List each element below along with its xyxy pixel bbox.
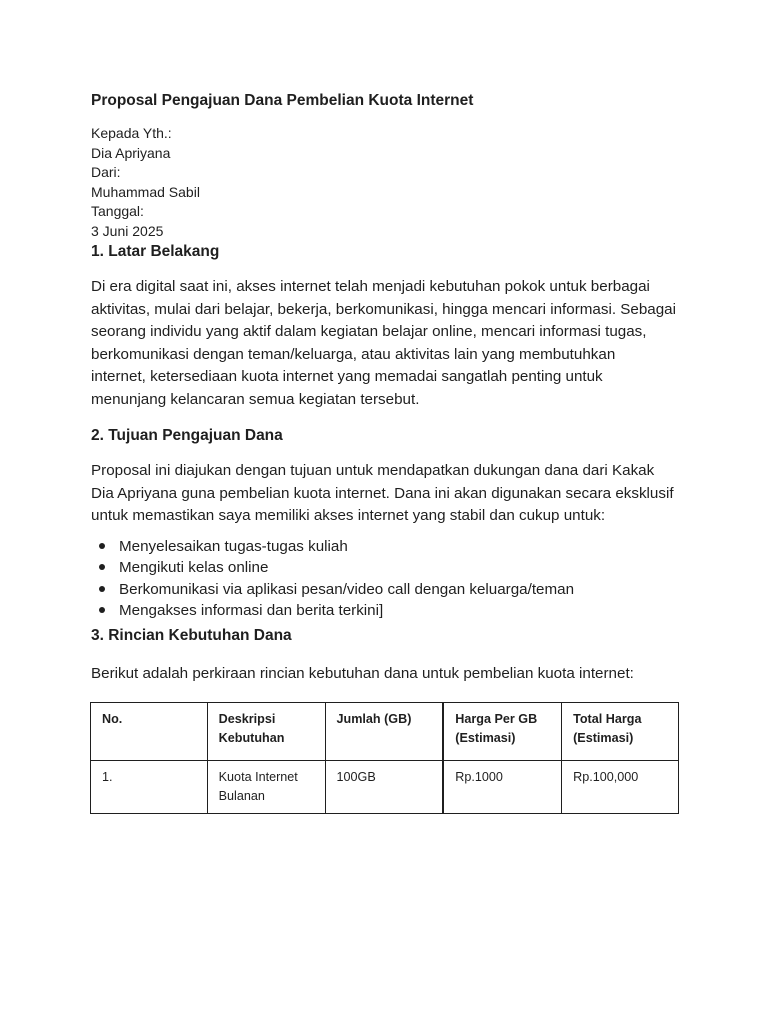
header-text: Total Harga — [573, 712, 642, 726]
header-cell-no — [91, 703, 208, 761]
header-line: Kepada Yth.: — [91, 125, 172, 141]
list-item-text: Mengikuti kelas online — [119, 559, 269, 576]
table-cell — [443, 761, 561, 814]
letter-header — [91, 124, 681, 241]
section-heading-background: 1. Latar Belakang — [91, 243, 220, 260]
background-paragraph — [91, 276, 681, 411]
header-cell-total-price — [562, 703, 679, 761]
bullet-icon — [99, 543, 105, 549]
paragraph-line: berkomunikasi dengan teman/keluarga, atau aktivitas lain yang membutuhkan — [91, 345, 616, 363]
list-item — [91, 536, 681, 558]
header-line: Dari: — [91, 164, 121, 180]
header-text: (Estimasi) — [455, 730, 516, 745]
needs-intro: Berikut adalah perkiraan rincian kebutuhan dana untuk pembelian kuota internet: — [91, 664, 634, 682]
table-header-row — [91, 703, 679, 761]
document-title: Proposal Pengajuan Dana Pembelian Kuota Internet — [91, 92, 474, 109]
paragraph-line: Di era digital saat ini, akses internet telah menjadi kebutuhan pokok untuk berbagai — [91, 278, 650, 295]
cell-text: 100GB — [336, 770, 376, 784]
funding-needs-table — [90, 702, 679, 814]
header-line: Muhammad Sabil — [91, 183, 200, 200]
header-cell-amount — [325, 703, 443, 761]
list-item — [91, 579, 681, 601]
header-line: Tanggal: — [91, 203, 144, 219]
header-text: Jumlah (GB) — [336, 712, 412, 726]
table-cell — [562, 761, 679, 814]
header-line: Dia Apriyana — [91, 144, 171, 161]
header-text: Deskripsi — [218, 712, 276, 726]
cell-text: 1. — [102, 770, 113, 784]
section-heading-purpose: 2. Tujuan Pengajuan Dana — [91, 427, 283, 444]
bullet-icon — [99, 607, 105, 613]
paragraph-line: aktivitas, mulai dari belajar, bekerja, berkomunikasi, hingga mencari informasi. Sebagai — [91, 300, 677, 318]
section-heading-needs: 3. Rincian Kebutuhan Dana — [91, 626, 292, 644]
table-cell — [91, 761, 208, 814]
table-cell — [325, 761, 443, 814]
header-line: 3 Juni 2025 — [91, 222, 164, 239]
paragraph-line: Dia Apriyana guna pembelian kuota internet. Dana ini akan digunakan secara eksklusif — [91, 484, 674, 502]
cell-text: Rp.100,000 — [573, 770, 639, 784]
header-text: No. — [102, 712, 123, 726]
purpose-bullet-list — [91, 536, 681, 622]
list-item — [91, 557, 681, 579]
cell-text: Bulanan — [218, 788, 265, 803]
paragraph-line: menunjang kelancaran semua kegiatan tersebut. — [91, 390, 420, 408]
table-row — [91, 761, 679, 814]
cell-text: Kuota Internet — [218, 770, 298, 784]
paragraph-line: untuk memastikan saya memiliki akses internet yang stabil dan cukup untuk: — [91, 507, 606, 524]
purpose-paragraph — [91, 460, 681, 528]
paragraph-line: Proposal ini diajukan dengan tujuan untuk mendapatkan dukungan dana dari Kakak — [91, 462, 655, 479]
header-text: Kebutuhan — [218, 730, 285, 745]
list-item-text: Menyelesaikan tugas-tugas kuliah — [119, 537, 348, 555]
paragraph-line: seorang individu yang aktif dalam kegiatan belajar online, mencari informasi tugas, — [91, 323, 647, 340]
table-cell — [207, 761, 325, 814]
paragraph-line: internet, ketersediaan kuota internet yang memadai sangatlah penting untuk — [91, 368, 603, 385]
header-cell-price-per-gb — [443, 703, 561, 761]
list-item-text: Mengakses informasi dan berita terkini] — [119, 602, 384, 619]
bullet-icon — [99, 564, 105, 570]
header-text: (Estimasi) — [573, 730, 634, 745]
document-body — [91, 88, 681, 685]
list-item-text: Berkomunikasi via aplikasi pesan/video call dengan keluarga/teman — [119, 580, 575, 598]
header-text: Harga Per GB — [455, 712, 538, 726]
cell-text: Rp.1000 — [455, 770, 503, 784]
header-cell-description — [207, 703, 325, 761]
list-item — [91, 600, 681, 622]
bullet-icon — [99, 586, 105, 592]
